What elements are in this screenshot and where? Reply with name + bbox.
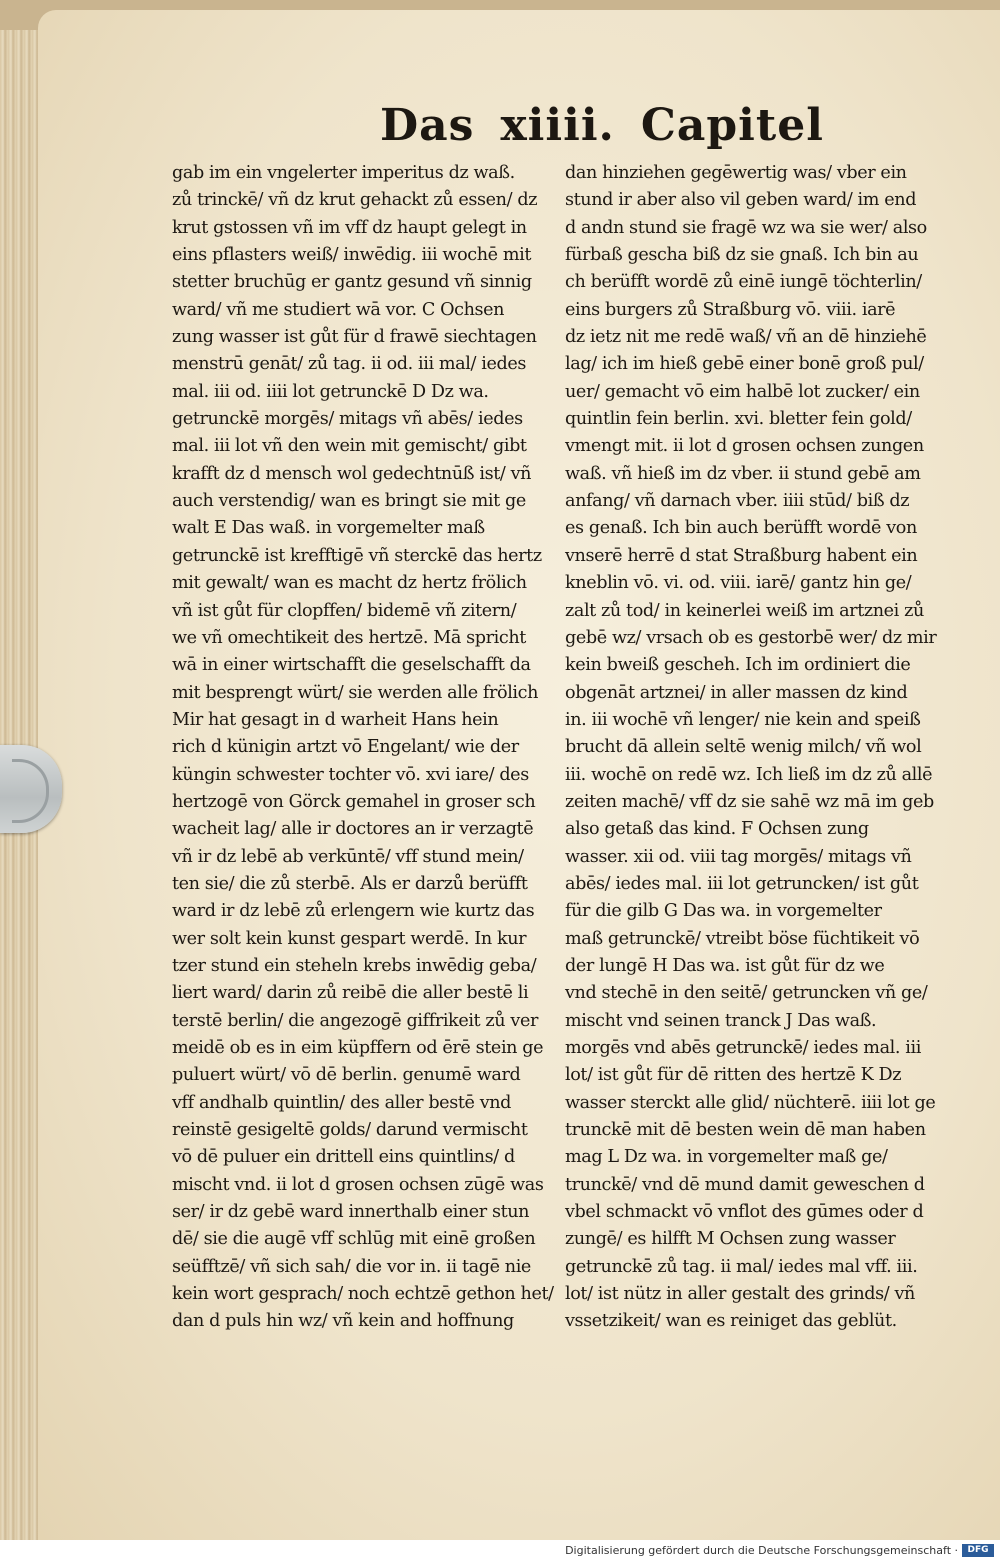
text-line: krafft dz d mensch wol gedechtnūß ist/ vñ bbox=[172, 463, 532, 484]
text-line: dz ietz nit me redē waß/ vñ an dē hinziehē bbox=[565, 327, 927, 348]
text-line: menstrū genāt/ zů tag. ii od. iii mal/ iedes bbox=[172, 354, 526, 375]
text-line: mag L Dz wa. in vorgemelter maß ge/ bbox=[565, 1147, 888, 1168]
text-line: wasser sterckt alle glid/ nüchterē. iiii lot ge bbox=[565, 1092, 936, 1113]
text-line: wer solt kein kunst gespart werdē. In kur bbox=[172, 928, 527, 949]
text-line: meidē ob es in eim küpffern od ērē stein ge bbox=[172, 1038, 544, 1058]
text-line: vñ ist gůt für clopffen/ bidemē vñ zitern/ bbox=[172, 600, 517, 621]
text-line: uer/ gemacht vō eim halbē lot zucker/ ein bbox=[565, 381, 920, 402]
text-line: ten sie/ die zů sterbē. Als er darzů berüfft bbox=[172, 873, 528, 894]
heading-word: xiiii. bbox=[500, 100, 615, 151]
text-line: vssetzikeit/ wan es reiniget das geblüt. bbox=[565, 1311, 897, 1332]
text-line: küngin schwester tochter vō. xvi iare/ des bbox=[172, 764, 529, 785]
footer-credit: Digitalisierung gefördert durch die Deutsche Forschungsgemeinschaft · bbox=[565, 1544, 958, 1557]
text-line: in. iii wochē vñ lenger/ nie kein and speiß bbox=[565, 709, 921, 730]
text-line: lag/ ich im hieß gebē einer bonē groß pul/ bbox=[565, 354, 924, 375]
text-line: für die gilb G Das wa. in vorgemelter bbox=[565, 901, 882, 922]
text-line: ward/ vñ me studiert wā vor. C Ochsen bbox=[172, 299, 505, 320]
text-line: ch berüfft wordē zů einē iungē töchterlin/ bbox=[565, 272, 922, 293]
text-line: maß getrunckē/ vtreibt böse füchtikeit vō bbox=[565, 928, 920, 949]
text-line: dē/ sie die augē vff schlūg mit einē großen bbox=[172, 1229, 536, 1250]
text-line: waß. vñ hieß im dz vber. ii stund gebē am bbox=[565, 463, 921, 484]
text-line: tzer stund ein steheln krebs inwēdig geba/ bbox=[172, 955, 537, 976]
text-line: d andn stund sie fragē wz wa sie wer/ also bbox=[565, 217, 927, 238]
text-line: zalt zů tod/ in keinerlei weiß im artznei zů bbox=[565, 600, 924, 621]
text-line: mischt vnd. ii lot d grosen ochsen zūgē was bbox=[172, 1174, 544, 1195]
text-line: rich d künigin artzt vō Engelant/ wie der bbox=[172, 737, 519, 758]
text-line: wasser. xii od. viii tag morgēs/ mitags vñ bbox=[565, 846, 912, 867]
text-line: stund ir aber also vil geben ward/ im end bbox=[565, 190, 917, 211]
heading-word: Capitel bbox=[640, 100, 824, 151]
text-line: zung wasser ist gůt für d frawē siechtagen bbox=[172, 327, 537, 348]
text-line: lot/ ist nütz in aller gestalt des grinds/ vñ bbox=[565, 1284, 915, 1305]
chapter-heading bbox=[380, 100, 824, 160]
text-line: mal. iii lot vñ den wein mit gemischt/ gibt bbox=[172, 436, 527, 457]
text-line: es genaß. Ich bin auch berüfft wordē von bbox=[565, 518, 917, 539]
text-line: lot/ ist gůt für dē ritten des hertzē K Dz bbox=[565, 1065, 902, 1086]
text-line: vff andhalb quintlin/ des aller bestē vnd bbox=[172, 1092, 512, 1113]
text-line: vnd stechē in den seitē/ getruncken vñ ge/ bbox=[565, 983, 928, 1004]
text-line: kein bweiß gescheh. Ich im ordiniert die bbox=[565, 655, 911, 676]
text-line: brucht dā allein seltē wenig milch/ vñ wol bbox=[565, 737, 922, 758]
text-line: der lungē H Das wa. ist gůt für dz we bbox=[565, 955, 885, 976]
text-line: anfang/ vñ darnach vber. iiii stūd/ biß dz bbox=[565, 491, 910, 512]
text-line: ward ir dz lebē zů erlengern wie kurtz das bbox=[172, 901, 535, 922]
text-line: abēs/ iedes mal. iii lot getruncken/ ist gůt bbox=[565, 873, 919, 894]
text-line: eins pflasters weiß/ inwēdig. iii wochē mit bbox=[172, 245, 532, 266]
text-line: terstē berlin/ die angezogē giffrikeit zů ver bbox=[172, 1010, 538, 1031]
text-line: mit besprengt würt/ sie werden alle frölich bbox=[172, 682, 539, 703]
text-line: we vñ omechtikeit des hertzē. Mā spricht bbox=[172, 627, 526, 648]
right-text-column bbox=[565, 160, 945, 1336]
text-line: mit gewalt/ wan es macht dz hertz frölich bbox=[172, 573, 527, 594]
text-line: krut gstossen vñ im vff dz haupt gelegt in bbox=[172, 217, 527, 238]
text-line: kneblin vō. vi. od. viii. iarē/ gantz hin ge/ bbox=[565, 573, 912, 594]
text-line: wā in einer wirtschafft die geselschafft da bbox=[172, 655, 531, 676]
text-line: vnserē herrē d stat Straßburg habent ein bbox=[565, 545, 918, 566]
heading-word: Das bbox=[380, 100, 475, 151]
text-line: stetter bruchūg er gantz gesund vñ sinnig bbox=[172, 272, 532, 293]
text-line: wacheit lag/ alle ir doctores an ir verzagtē bbox=[172, 819, 534, 840]
text-line: mal. iii od. iiii lot getrunckē D Dz wa. bbox=[172, 381, 489, 402]
clip-wire bbox=[12, 759, 49, 823]
text-line: eins burgers zů Straßburg vō. viii. iarē bbox=[565, 299, 896, 320]
text-line: auch verstendig/ wan es bringt sie mit ge bbox=[172, 491, 526, 512]
text-line: vō dē puluer ein drittell eins quintlins/ d bbox=[172, 1147, 515, 1168]
text-line: mischt vnd seinen tranck J Das waß. bbox=[565, 1010, 877, 1031]
text-line: puluert würt/ vō dē berlin. genumē ward bbox=[172, 1065, 521, 1086]
dfg-logo: DFG bbox=[962, 1544, 994, 1557]
text-line: zů trinckē/ vñ dz krut gehackt zů essen/ dz bbox=[172, 190, 538, 211]
left-text-column bbox=[172, 160, 552, 1336]
text-line: morgēs vnd abēs getrunckē/ iedes mal. iii bbox=[565, 1038, 921, 1058]
text-line: ser/ ir dz gebē ward innerthalb einer stun bbox=[172, 1202, 530, 1223]
text-line: fürbaß gescha biß dz sie gnaß. Ich bin au bbox=[565, 245, 919, 266]
text-line: hertzogē von Görck gemahel in groser sch bbox=[172, 791, 536, 812]
text-line: reinstē gesigeltē golds/ darund vermischt bbox=[172, 1120, 528, 1141]
text-line: liert ward/ darin zů reibē die aller bestē li bbox=[172, 983, 529, 1004]
text-line: seüfftzē/ vñ sich sah/ die vor in. ii tagē nie bbox=[172, 1256, 531, 1277]
text-line: iii. wochē on redē wz. Ich ließ im dz zů allē bbox=[565, 764, 933, 785]
text-line: getrunckē zů tag. ii mal/ iedes mal vff. iii. bbox=[565, 1256, 918, 1277]
text-line: quintlin fein berlin. xvi. bletter fein gold/ bbox=[565, 409, 912, 430]
text-line: zungē/ es hilfft M Ochsen zung wasser bbox=[565, 1229, 896, 1250]
text-line: zeiten machē/ vff dz sie sahē wz mā im geb bbox=[565, 791, 934, 812]
text-line: vñ ir dz lebē ab verkūntē/ vff stund mein/ bbox=[172, 846, 524, 867]
text-line: trunckē mit dē besten wein dē man haben bbox=[565, 1120, 926, 1141]
text-line: dan d puls hin wz/ vñ kein and hoffnung bbox=[172, 1311, 514, 1332]
text-line: kein wort gesprach/ noch echtzē gethon het/ bbox=[172, 1284, 554, 1305]
footer-bar bbox=[0, 1540, 1000, 1562]
text-line: getrunckē morgēs/ mitags vñ abēs/ iedes bbox=[172, 409, 523, 430]
text-line: also getaß das kind. F Ochsen zung bbox=[565, 819, 869, 840]
text-line: vmengt mit. ii lot d grosen ochsen zungen bbox=[565, 436, 924, 457]
text-line: trunckē/ vnd dē mund damit geweschen d bbox=[565, 1174, 925, 1195]
text-line: walt E Das waß. in vorgemelter maß bbox=[172, 518, 485, 539]
text-line: getrunckē ist krefftigē vñ sterckē das hertz bbox=[172, 545, 542, 566]
text-line: dan hinziehen gegēwertig was/ vber ein bbox=[565, 163, 907, 183]
text-line: gab im ein vngelerter imperitus dz waß. bbox=[172, 163, 515, 183]
text-line: gebē wz/ vrsach ob es gestorbē wer/ dz mir bbox=[565, 627, 937, 648]
text-line: Mir hat gesagt in d warheit Hans hein bbox=[172, 709, 499, 730]
text-line: vbel schmackt vō vnflot des gūmes oder d bbox=[565, 1202, 924, 1223]
text-line: obgenāt artznei/ in aller massen dz kind bbox=[565, 682, 908, 703]
